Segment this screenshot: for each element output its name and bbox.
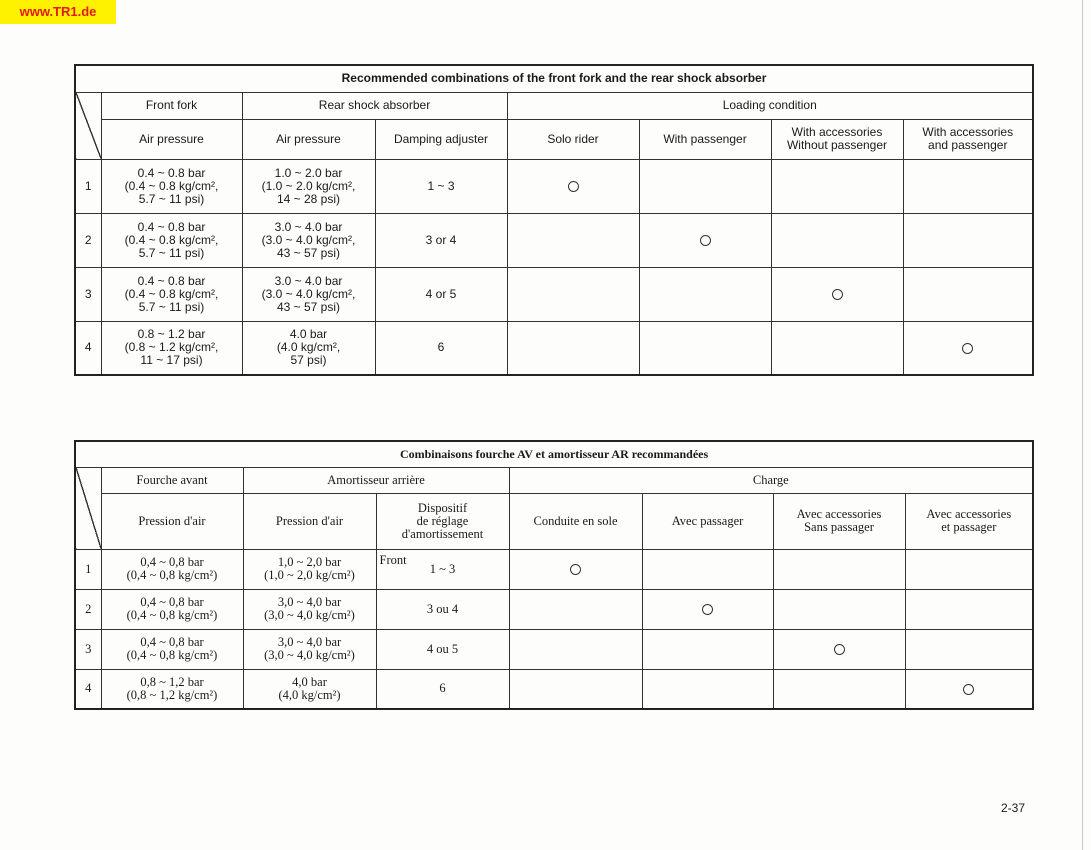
front-pressure-cell: 0.4 ~ 0.8 bar (0.4 ~ 0.8 kg/cm², 5.7 ~ 11 psi) (101, 267, 242, 321)
solo-rider-header: Conduite en sole (509, 493, 642, 549)
table-row (75, 629, 1033, 669)
row-number: 1 (75, 159, 101, 213)
loading-cell (905, 629, 1033, 669)
loading-cell (509, 669, 642, 709)
loading-cell (507, 213, 639, 267)
row-number: 2 (75, 589, 101, 629)
accessories-no-passenger-header: Avec accessories Sans passager (773, 493, 905, 549)
loading-cell (905, 589, 1033, 629)
row-number: 1 (75, 549, 101, 589)
damping-cell (375, 159, 507, 213)
loading-cell (773, 629, 905, 669)
loading-cell (771, 213, 903, 267)
damping-adjuster-header: Dispositif de réglage d'amortissement (376, 493, 509, 549)
loading-cell (509, 629, 642, 669)
rear-pressure-cell: 4,0 bar (4,0 kg/cm²) (243, 669, 376, 709)
loading-cell (771, 267, 903, 321)
front-air-pressure-header: Air pressure (101, 119, 242, 159)
row-number: 3 (75, 267, 101, 321)
diagonal-corner-cell (75, 92, 101, 159)
loading-cell (509, 589, 642, 629)
table-title: Recommended combinations of the front fork and the rear shock absorber (75, 65, 1033, 92)
front-pressure-cell: 0,4 ~ 0,8 bar (0,4 ~ 0,8 kg/cm²) (101, 629, 243, 669)
table-row (75, 589, 1033, 629)
loading-condition-header: Loading condition (507, 92, 1033, 119)
front-pressure-cell: 0,4 ~ 0,8 bar (0,4 ~ 0,8 kg/cm²) (101, 549, 243, 589)
front-pressure-cell: 0,8 ~ 1,2 bar (0,8 ~ 1,2 kg/cm²) (101, 669, 243, 709)
page-edge-line (1082, 0, 1083, 850)
circle-mark-icon (963, 684, 974, 695)
damping-value: 1 ~ 3 (427, 178, 455, 193)
row-number: 4 (75, 669, 101, 709)
french-combinations-table (74, 440, 1034, 710)
front-fork-header: Front fork (101, 92, 242, 119)
with-passenger-header: Avec passager (642, 493, 773, 549)
front-pressure-cell: 0.8 ~ 1.2 bar (0.8 ~ 1.2 kg/cm², 11 ~ 17 psi) (101, 321, 242, 375)
loading-cell (642, 629, 773, 669)
row-number: 3 (75, 629, 101, 669)
loading-cell (905, 549, 1033, 589)
circle-mark-icon (700, 235, 711, 246)
damping-adjuster-header: Damping adjuster (375, 119, 507, 159)
circle-mark-icon (832, 289, 843, 300)
rear-shock-header: Rear shock absorber (242, 92, 507, 119)
damping-cell (376, 669, 509, 709)
front-pressure-cell: 0.4 ~ 0.8 bar (0.4 ~ 0.8 kg/cm², 5.7 ~ 11 psi) (101, 213, 242, 267)
circle-mark-icon (568, 181, 579, 192)
loading-cell (903, 321, 1033, 375)
front-fork-header: Fourche avant (101, 467, 243, 493)
damping-value: 6 (437, 340, 445, 355)
damping-cell (376, 549, 509, 589)
damping-value: 4 or 5 (425, 286, 457, 301)
loading-cell (771, 159, 903, 213)
damping-cell (376, 589, 509, 629)
loading-cell (773, 589, 905, 629)
row-number: 4 (75, 321, 101, 375)
rear-pressure-cell: 3.0 ~ 4.0 bar (3.0 ~ 4.0 kg/cm², 43 ~ 57 psi) (242, 213, 375, 267)
diagonal-corner-cell (75, 467, 101, 549)
solo-rider-header: Solo rider (507, 119, 639, 159)
circle-mark-icon (834, 644, 845, 655)
damping-cell (376, 629, 509, 669)
damping-value: 3 or 4 (425, 232, 457, 247)
loading-cell (903, 213, 1033, 267)
english-rows (75, 159, 1033, 375)
loading-cell (903, 159, 1033, 213)
accessories-and-passenger-header: With accessories and passenger (903, 119, 1033, 159)
loading-cell (509, 549, 642, 589)
loading-cell (903, 267, 1033, 321)
loading-cell (639, 267, 771, 321)
loading-cell (771, 321, 903, 375)
loading-cell (639, 159, 771, 213)
loading-cell (507, 321, 639, 375)
rear-pressure-cell: 1.0 ~ 2.0 bar (1.0 ~ 2.0 kg/cm², 14 ~ 28 psi) (242, 159, 375, 213)
circle-mark-icon (570, 564, 581, 575)
accessories-and-passenger-header: Avec accessories et passager (905, 493, 1033, 549)
table-row (75, 159, 1033, 213)
french-rows (75, 549, 1033, 709)
damping-cell (375, 321, 507, 375)
front-pressure-cell: 0,4 ~ 0,8 bar (0,4 ~ 0,8 kg/cm²) (101, 589, 243, 629)
front-pressure-cell: 0.4 ~ 0.8 bar (0.4 ~ 0.8 kg/cm², 5.7 ~ 11 psi) (101, 159, 242, 213)
rear-shock-header: Amortisseur arrière (243, 467, 509, 493)
loading-cell (639, 213, 771, 267)
loading-cell (507, 159, 639, 213)
loading-cell (642, 549, 773, 589)
loading-cell (642, 589, 773, 629)
row-number: 2 (75, 213, 101, 267)
loading-cell (642, 669, 773, 709)
rear-pressure-cell: 1,0 ~ 2,0 bar (1,0 ~ 2,0 kg/cm²) (243, 549, 376, 589)
damping-cell (375, 213, 507, 267)
front-air-pressure-header: Pression d'air (101, 493, 243, 549)
table-row (75, 549, 1033, 589)
rear-air-pressure-header: Pression d'air (243, 493, 376, 549)
table-title: Combinaisons fourche AV et amortisseur AR recommandées (75, 441, 1033, 467)
english-combinations-table (74, 64, 1034, 376)
page-number: 2-37 (1001, 801, 1026, 815)
rear-pressure-cell: 4.0 bar (4.0 kg/cm², 57 psi) (242, 321, 375, 375)
damping-value: 3 ou 4 (426, 601, 459, 616)
rear-air-pressure-header: Air pressure (242, 119, 375, 159)
rear-pressure-cell: 3,0 ~ 4,0 bar (3,0 ~ 4,0 kg/cm²) (243, 589, 376, 629)
with-passenger-header: With passenger (639, 119, 771, 159)
front-note: Front (379, 552, 407, 567)
table-row (75, 321, 1033, 375)
accessories-no-passenger-header: With accessories Without passenger (771, 119, 903, 159)
site-watermark[interactable]: www.TR1.de (0, 0, 116, 24)
damping-value: 6 (439, 681, 446, 696)
damping-value: 1 ~ 3 (429, 561, 456, 576)
loading-cell (507, 267, 639, 321)
table-row (75, 669, 1033, 709)
loading-cell (773, 669, 905, 709)
loading-cell (773, 549, 905, 589)
damping-value: 4 ou 5 (426, 641, 459, 656)
loading-cell (639, 321, 771, 375)
damping-cell (375, 267, 507, 321)
circle-mark-icon (962, 343, 973, 354)
rear-pressure-cell: 3.0 ~ 4.0 bar (3.0 ~ 4.0 kg/cm², 43 ~ 57 psi) (242, 267, 375, 321)
rear-pressure-cell: 3,0 ~ 4,0 bar (3,0 ~ 4,0 kg/cm²) (243, 629, 376, 669)
charge-header: Charge (509, 467, 1033, 493)
loading-cell (905, 669, 1033, 709)
table-row (75, 267, 1033, 321)
table-row (75, 213, 1033, 267)
circle-mark-icon (702, 604, 713, 615)
